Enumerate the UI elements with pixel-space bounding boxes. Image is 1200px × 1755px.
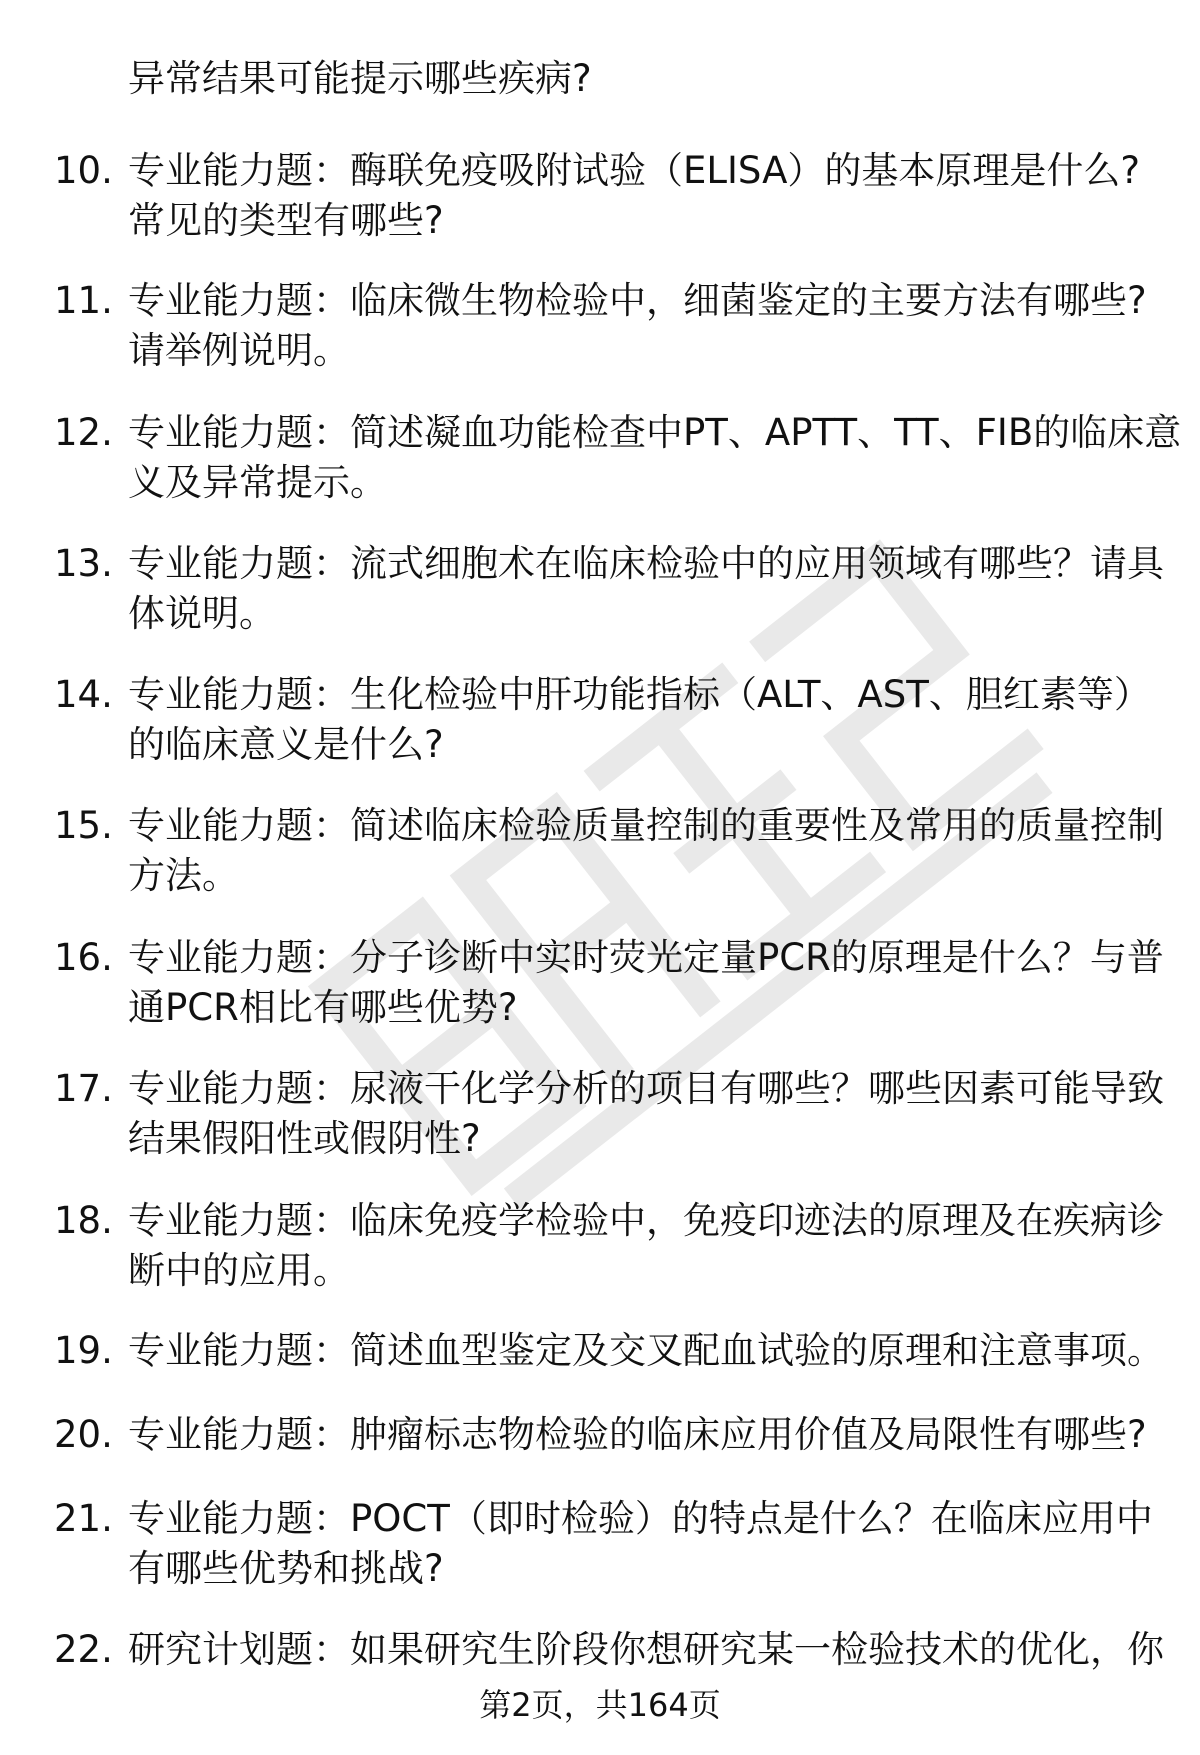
question-text-line: 研究计划题：如果研究生阶段你想研究某一检验技术的优化，你 — [128, 1628, 1164, 1671]
question-number: 13. — [54, 542, 113, 585]
question-text-line: 专业能力题：临床免疫学检验中，免疫印迹法的原理及在疾病诊 — [128, 1199, 1164, 1242]
question-text-line: 的临床意义是什么? — [128, 723, 444, 766]
question-number: 20. — [54, 1413, 113, 1456]
question-text-line: 有哪些优势和挑战? — [128, 1547, 444, 1590]
question-number: 19. — [54, 1329, 113, 1372]
question-number: 11. — [54, 279, 113, 322]
question-text-line: 专业能力题：简述临床检验质量控制的重要性及常用的质量控制 — [128, 804, 1164, 847]
question-number: 18. — [54, 1199, 113, 1242]
question-number: 17. — [54, 1067, 113, 1110]
question-text-line: 专业能力题：生化检验中肝功能指标（ALT、AST、胆红素等） — [128, 673, 1151, 716]
question-text-line: 专业能力题：流式细胞术在临床检验中的应用领域有哪些？请具 — [128, 542, 1164, 585]
question-text-line: 通PCR相比有哪些优势? — [128, 986, 518, 1029]
page-footer: 第2页，共164页 — [479, 1686, 721, 1724]
question-text-line: 专业能力题：分子诊断中实时荧光定量PCR的原理是什么？与普 — [128, 936, 1164, 979]
question-text-line: 体说明。 — [128, 592, 276, 635]
question-text-line: 专业能力题：POCT（即时检验）的特点是什么？在临床应用中 — [128, 1497, 1153, 1540]
question-number: 22. — [54, 1628, 113, 1671]
question-text-line: 断中的应用。 — [128, 1249, 350, 1292]
question-text-line: 方法。 — [128, 854, 239, 897]
question-text-line: 专业能力题：简述凝血功能检查中PT、APTT、TT、FIB的临床意 — [128, 411, 1182, 454]
question-number: 14. — [54, 673, 113, 716]
question-text-line: 专业能力题：尿液干化学分析的项目有哪些？哪些因素可能导致 — [128, 1067, 1164, 1110]
question-text-line: 专业能力题：简述血型鉴定及交叉配血试验的原理和注意事项。 — [128, 1329, 1164, 1372]
question-text-line: 常见的类型有哪些? — [128, 199, 444, 242]
question-text-line: 专业能力题：酶联免疫吸附试验（ELISA）的基本原理是什么? — [128, 149, 1141, 192]
lead-line: 异常结果可能提示哪些疾病? — [128, 57, 592, 100]
question-text-line: 请举例说明。 — [128, 329, 350, 372]
question-text-line: 义及异常提示。 — [128, 461, 387, 504]
question-text-line: 结果假阳性或假阴性? — [128, 1117, 481, 1160]
question-text-line: 专业能力题：肿瘤标志物检验的临床应用价值及局限性有哪些? — [128, 1413, 1147, 1456]
question-number: 15. — [54, 804, 113, 847]
question-number: 12. — [54, 411, 113, 454]
question-number: 16. — [54, 936, 113, 979]
question-number: 21. — [54, 1497, 113, 1540]
question-text-line: 专业能力题：临床微生物检验中，细菌鉴定的主要方法有哪些? — [128, 279, 1147, 322]
question-number: 10. — [54, 149, 113, 192]
